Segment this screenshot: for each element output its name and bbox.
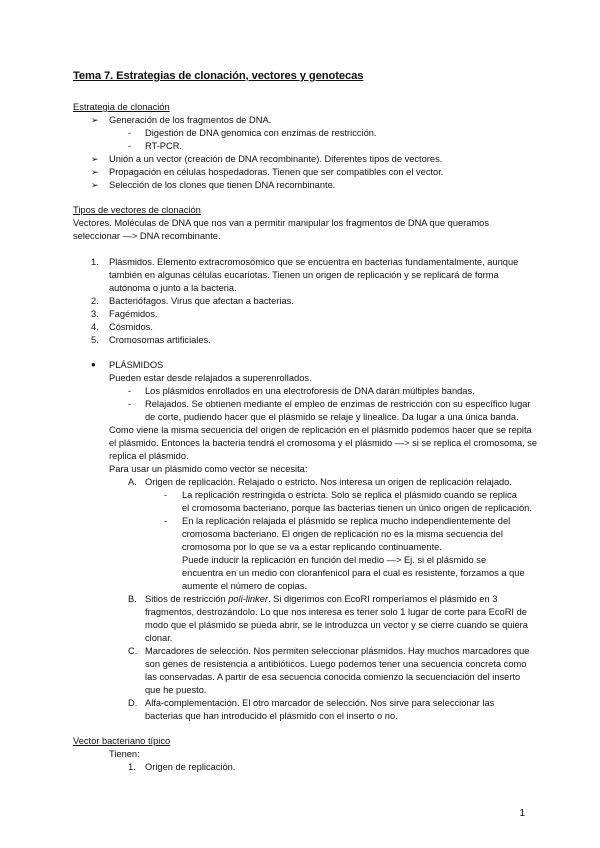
paragraph-line: Pueden estar desde relajados a superenrollados.	[109, 373, 312, 383]
list-item-cont: son genes de resistencia a antibióticos. Luego podemos tener una secuencia concreta como	[145, 659, 527, 669]
paragraph-line: Vectores. Moléculas de DNA que nos van a permitir manipular los fragmentos de DNA que queramos	[73, 218, 489, 228]
arrow-bullet-icon: ➢	[91, 167, 99, 177]
list-item-cont: también en algunas células eucariotas. Tienen un origen de replicación y se replicará de forma	[109, 270, 499, 280]
round-bullet-icon: ●	[91, 360, 96, 369]
list-number: 5.	[91, 335, 99, 345]
dash-bullet: -	[164, 490, 168, 500]
list-item-cont: fragmentos, destrozándolo. Lo que nos interesa es tener solo 1 lugar de corte para EcoRI de	[145, 607, 527, 617]
dash-bullet: -	[128, 386, 132, 396]
list-item-cont: Puede inducir la replicación en función del medio —> Ej. si el plásmido se	[182, 555, 487, 565]
section-heading-vector-bacteriano: Vector bacteriano típico	[73, 736, 171, 746]
arrow-bullet-icon: ➢	[91, 115, 99, 125]
paragraph-line: Tienen:	[109, 749, 140, 759]
dash-bullet: -	[128, 141, 132, 151]
list-letter: D.	[128, 698, 138, 708]
list-letter: B.	[128, 594, 137, 604]
list-item: Relajados. Se obtienen mediante el empleo de enzimas de restricción con su específico lugar	[145, 399, 531, 409]
list-item: Unión a un vector (creación de DNA recombinante). Diferentes tipos de vectores.	[109, 154, 443, 164]
list-item: Cromosomas artificiales.	[109, 335, 211, 345]
list-item: Generación de los fragmentos de DNA.	[109, 115, 272, 125]
list-number: 4.	[91, 322, 99, 332]
section-heading-estrategia: Estrategia de clonación	[73, 102, 170, 112]
list-item-cont: cromosoma por lo que se va a estar replicando continuamente.	[182, 542, 442, 552]
dash-bullet: -	[128, 128, 132, 138]
page-number: 1	[519, 808, 525, 819]
list-item-cont: encuentra en un medio con cloranfenicol para el cual es resistente, forzamos a que	[182, 568, 525, 578]
text-run: . Si digerimos con EcoRI romperíamos el plásmido en 3	[267, 594, 498, 604]
list-item: Origen de replicación. Relajado o estricto. Nos interesa un origen de replicación relajado.	[145, 477, 512, 487]
list-item: Digestión de DNA genomica con enzimas de restricción.	[145, 128, 377, 138]
list-item: RT-PCR.	[145, 141, 183, 151]
list-item-cont: de corte, pudiendo hacer que el plásmido se relaje y linealice. Da lugar a una única banda.	[145, 412, 519, 422]
dash-bullet: -	[128, 399, 132, 409]
list-number: 1.	[91, 257, 99, 267]
paragraph-line: Para usar un plásmido como vector se necesita:	[109, 464, 308, 474]
list-number: 2.	[91, 296, 99, 306]
text-run: Sitios de restricción	[145, 594, 229, 604]
section-heading-tipos: Tipos de vectores de clonación	[73, 205, 201, 215]
arrow-bullet-icon: ➢	[91, 154, 99, 164]
italic-term: poli-linker	[228, 594, 268, 604]
paragraph-line: replica el plásmido.	[109, 451, 189, 461]
list-item-cont: que he puesto.	[145, 685, 207, 695]
list-item: En la replicación relajada el plásmido se replica mucho independientemente del	[182, 516, 511, 526]
page-title: Tema 7. Estrategias de clonación, vectores y genotecas	[73, 70, 364, 82]
list-item: Selección de los clones que tienen DNA recombinante.	[109, 180, 336, 190]
paragraph-line: seleccionar —> DNA recombinante.	[73, 231, 221, 241]
list-item-cont: clonar.	[145, 633, 173, 643]
list-item: Los plásmidos enrollados en una electroforesis de DNA darán múltiples bandas.	[145, 386, 475, 396]
paragraph-line: Como viene la misma secuencia del origen de replicación en el plásmido podemos hacer que se repita	[109, 425, 532, 435]
list-item: Propagación en células hospedadoras. Tienen que ser compatibles con el vector.	[109, 167, 444, 177]
list-item-cont: el cromosoma bacteriano, porque las bacterias tienen un único origen de replicación.	[182, 503, 532, 513]
list-item	[145, 593, 497, 606]
list-item-cont: aumente el número de copias.	[182, 581, 308, 591]
list-item-cont: autónoma o junto a la bacteria.	[109, 283, 237, 293]
list-item: Plásmidos. Elemento extracromosómico que se encuentra en bacterias fundamentalmente, aunque	[109, 257, 519, 267]
paragraph-line: el plásmido. Entonces la bacteria tendrá el cromosoma y el plásmido —> si se replica el cromosoma, se	[109, 438, 538, 448]
subsection-heading-plasmidos: PLÁSMIDOS	[109, 360, 164, 370]
list-item: Marcadores de selección. Nos permiten seleccionar plásmidos. Hay muchos marcadores que	[145, 646, 530, 656]
list-item: Fagémidos.	[109, 309, 158, 319]
list-item-cont: las conservadas. A partir de esa secuencia conocida comienzo la secuenciación del inserto	[145, 672, 521, 682]
list-item: Cósmidos.	[109, 322, 153, 332]
arrow-bullet-icon: ➢	[91, 180, 99, 190]
list-number: 3.	[91, 309, 99, 319]
list-item: Origen de replicación.	[145, 762, 236, 772]
list-item: Bacteriófagos. Virus que afectan a bacterias.	[109, 296, 294, 306]
list-item-cont: cromosoma bacteriano. El origen de replicación no es la misma secuencia del	[182, 529, 503, 539]
list-item-cont: bacterias que han introducido el plásmido con el inserto o no.	[145, 711, 398, 721]
list-letter: A.	[128, 477, 137, 487]
list-letter: C.	[128, 646, 138, 656]
list-item-cont: modo que el plásmido se pueda abrir, se le introduzca un vector y se cierre cuando se quiera	[145, 620, 528, 630]
list-item: La replicación restringida o estricta. Solo se replica el plásmido cuando se replica	[182, 490, 517, 500]
dash-bullet: -	[164, 516, 168, 526]
list-number: 1.	[128, 762, 136, 772]
list-item: Alfa-complementación. El otro marcador de selección. Nos sirve para seleccionar las	[145, 698, 495, 708]
